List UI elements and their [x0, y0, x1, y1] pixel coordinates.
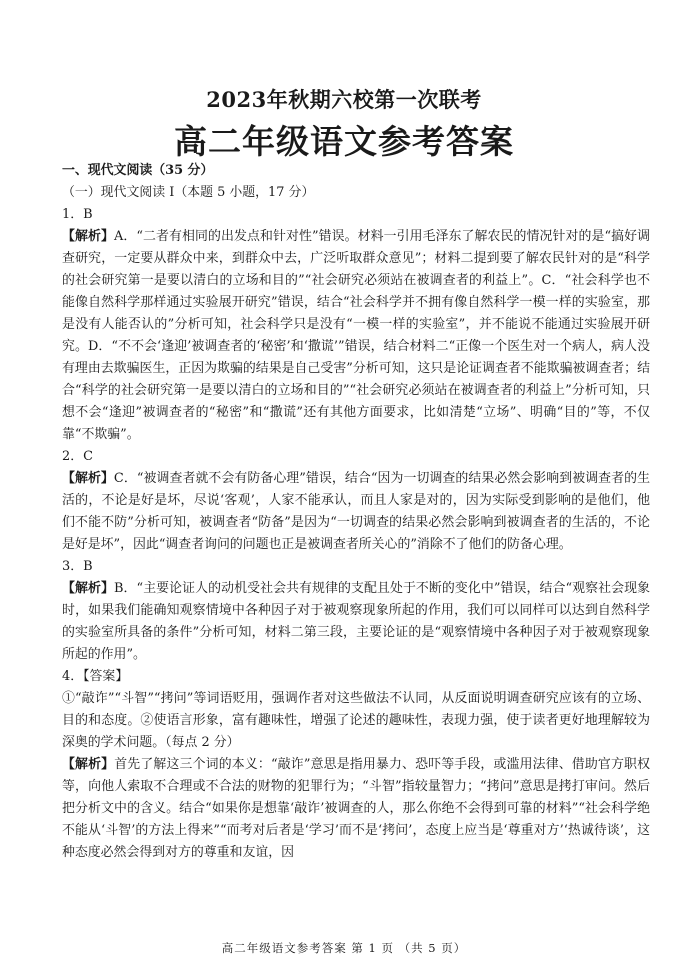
- exam-subtitle: 2023年秋期六校第一次联考: [206, 87, 482, 112]
- analysis-label: 【解析】: [62, 757, 115, 772]
- page-footer: 高二年级语文参考答案 第 1 页 （共 5 页）: [221, 941, 467, 955]
- answer-content: [62, 160, 650, 864]
- question-3-number: 3．B: [62, 559, 93, 574]
- analysis-label: 【解析】: [62, 581, 114, 596]
- question-4-number: 4．【答案】: [62, 669, 129, 684]
- question-4-analysis: [62, 754, 650, 864]
- section-heading: 一、现代文阅读（35 分）: [62, 163, 214, 178]
- question-2-analysis: [62, 468, 650, 556]
- section-subheading: （一）现代文阅读 I（本题 5 小题，17 分）: [62, 185, 315, 200]
- page-title: 高二年级语文参考答案: [174, 122, 514, 161]
- question-1-analysis: [62, 226, 650, 446]
- analysis-text: B．“主要论证人的动机受社会共有规律的支配且处于不断的变化中”错误，结合“观察社会现象时，如果我们能确知观察情境中各种因子对于被观察现象所起的作用，我们可以同样可以达到自然科学的实验室所具备的条件”分析可知，材料二第三段，主要论证的是“观察情境中各种因子对于被观察现象所起的作用”。: [62, 581, 650, 662]
- analysis-label: 【解析】: [62, 229, 114, 244]
- analysis-label: 【解析】: [62, 471, 114, 486]
- question-1-number: 1．B: [62, 207, 93, 222]
- question-2-number: 2．C: [62, 449, 93, 464]
- analysis-text: A．“二者有相同的出发点和针对性”错误。材料一引用毛泽东了解农民的情况针对的是“搞好调查研究，一定要从群众中来，到群众中去，广泛听取群众意见”；材料二提到要了解农民针对的是“科学的社会研究第一是要以清白的立场和目的”“社会研究必须站在被调查者的利益上”。C．“社会科学也不能像自然科学那样通过实验展开研究”错误，结合“社会科学并不拥有像自然科学一模一样的实验室，那是没有人能否认的”分析可知，社会科学只是没有“一模一样的实验室”，并不能说不能通过实验展开研究。D．“不不会‘逢迎’被调查者的‘秘密’和‘撒谎’”错误，结合材料二“正像一个医生对一个病人，病人没有理由去欺骗医生，正因为欺骗的结果是自己受害”分析可知，这只是论证调查者不能欺骗被调查者；结合“科学的社会研究第一是要以清白的立场和目的”“社会研究必须站在被调查者的利益上”分析可知，只想不会“逢迎”被调查者的“秘密”和“撒谎”还有其他方面要求，比如清楚“立场”、明确“目的”等，不仅靠“不欺骗”。: [62, 229, 651, 442]
- analysis-text: 首先了解这三个词的本义：“敲诈”意思是指用暴力、恐吓等手段，或滥用法律、借助官方职权等，向他人索取不合理或不合法的财物的犯罪行为；“斗智”指较量智力；“拷问”意思是拷打审问。然后把分析文中的含义。结合“如果你是想靠‘敲诈’被调查的人，那么你绝不会得到可靠的材料”“社会科学绝不能从‘斗智’的方法上得来”“而考对后者是‘学习’而不是‘拷问’，态度上应当是‘尊重对方’‘热诚待谈’，这种态度必然会得到对方的尊重和友谊，因: [62, 757, 651, 860]
- question-3-analysis: [62, 578, 650, 666]
- question-4-answer: ①“敲诈”“斗智”“拷问”等词语贬用，强调作者对这些做法不认同，从反面说明调查研究应该有的立场、目的和态度。②使语言形象，富有趣味性，增强了论述的趣味性，表现力强，使于读者更好地理解较为深奥的学术问题。（每点 2 分）: [62, 691, 650, 750]
- analysis-text: C．“被调查者就不会有防备心理”错误，结合“因为一切调查的结果必然会影响到被调查者的生活的，不论是好是坏，尽说‘客观’，人家不能承认，而且人家是对的，因为实际受到影响的是他们，他们不能不防”分析可知，被调查者“防备”是因为“一切调查的结果必然会影响到被调查者的生活的，不论是好是坏”，因此“调查者询问的问题也正是被调查者所关心的”消除不了他们的防备心理。: [62, 471, 650, 552]
